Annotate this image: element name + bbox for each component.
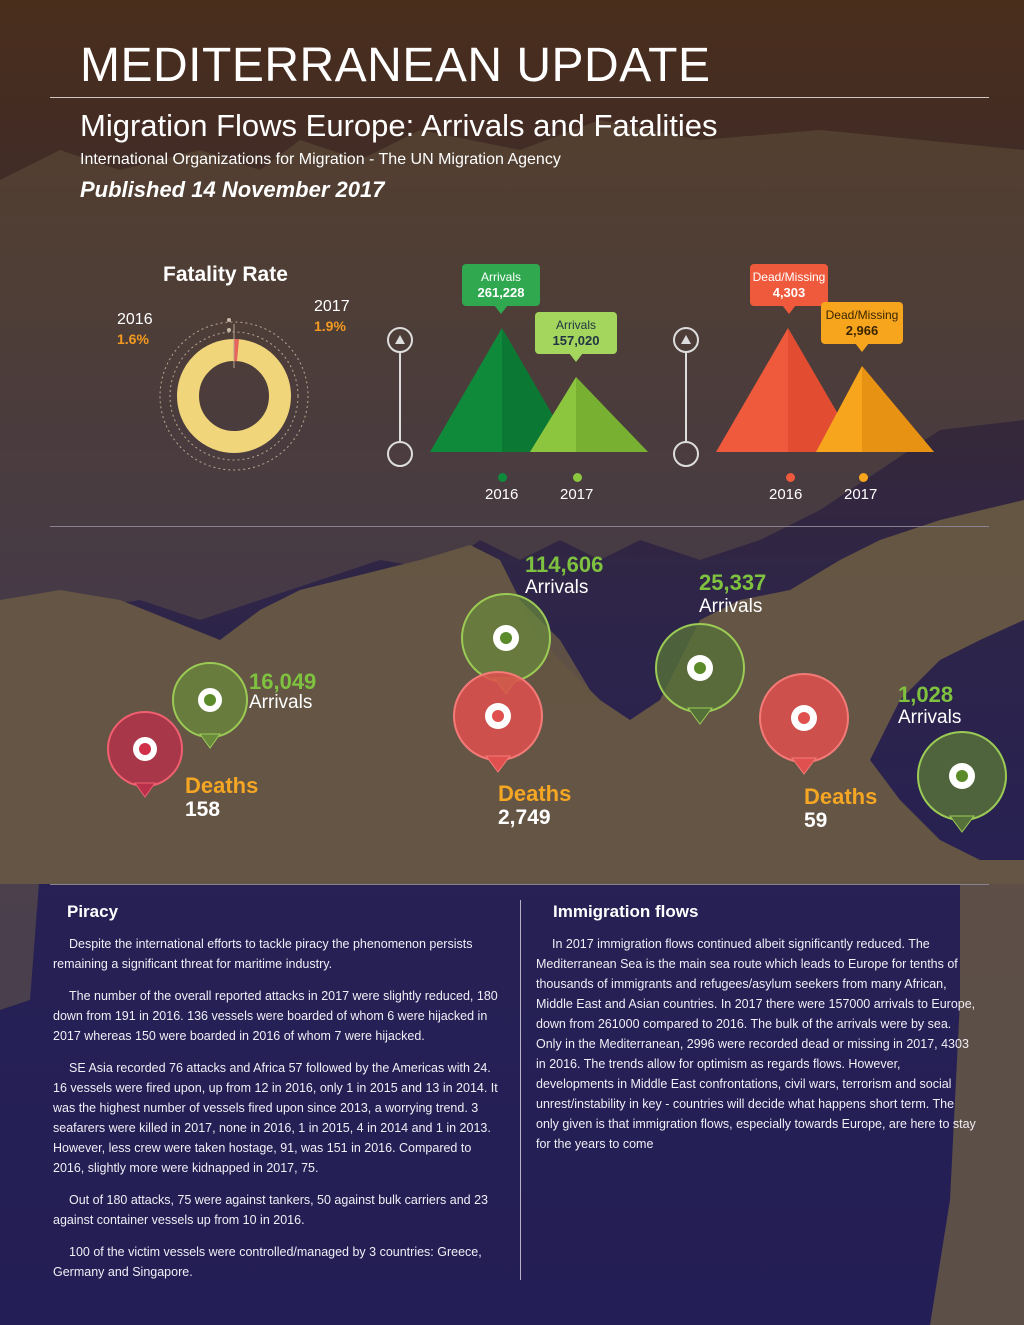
central-deaths-label: Deaths <box>498 781 572 806</box>
east-arrivals-label: Arrivals <box>898 707 962 728</box>
central-deaths-value: 2,749 <box>498 806 551 829</box>
east-arrivals-pin[interactable] <box>918 732 1006 832</box>
piracy-title: Piracy <box>67 902 119 921</box>
west-arrivals-value: 16,049 <box>249 669 317 694</box>
slider-bottom-handle[interactable] <box>388 442 412 466</box>
greece-arrivals-value: 25,337 <box>699 570 767 595</box>
fatality-rate-title: Fatality Rate <box>163 263 288 286</box>
marker-dot <box>227 328 231 332</box>
west-deaths-value: 158 <box>185 798 221 821</box>
arrivals-2016-bubble <box>462 264 540 306</box>
fatality-year-2016: 2016 <box>117 311 153 328</box>
piracy-paragraph: 100 of the victim vessels were controlled/managed by 3 countries: Greece, Germany and Singapore. <box>53 1245 482 1279</box>
immigration-section <box>536 902 976 1166</box>
section-divider <box>50 884 989 885</box>
legend-dot-2016 <box>786 473 795 482</box>
central-arrivals-value: 114,606 <box>525 552 604 577</box>
bubble-value: 2,966 <box>845 323 879 338</box>
dead-slider[interactable] <box>666 320 716 470</box>
immigration-paragraph: In 2017 immigration flows continued albeit significantly reduced. The Mediterranean Sea is the main sea route which leads to Europe for tenths of thousands of immigrants and refugees/asylum seekers from many African, Middle East and Asian countries. In 2017 there were 157000 arrivals to Europe, down from 261000 compared to 2016. The bulk of the arrivals were by sea. Only in the Mediterranean, 2996 were recorded dead or missing in 2017, 4303 in 2016. The trends allow for optimism as regards flows. However, developments in Middle East confrontations, civil wars, terrorism and social unrest/instability in key - countries will decide what happens short term. The only given is that immigration flows, especially towards Europe, are here to stay for the years to come <box>536 937 976 1151</box>
fatality-donut-chart <box>157 308 317 478</box>
dead-2016-bubble <box>750 264 828 306</box>
slider-bottom-handle[interactable] <box>674 442 698 466</box>
bubble-value: 4,303 <box>772 285 806 300</box>
west-deaths-pin[interactable] <box>108 712 182 797</box>
west-arrivals-label: Arrivals <box>249 692 313 713</box>
up-arrow-icon <box>395 335 405 344</box>
east-arrivals-value: 1,028 <box>898 682 954 707</box>
legend-dot-2017 <box>859 473 868 482</box>
arrivals-peak-2017-shade <box>576 377 648 452</box>
bubble-label: Arrivals <box>480 270 521 284</box>
page-subtitle: Migration Flows Europe: Arrivals and Fatalities <box>80 108 718 143</box>
greece-deaths-label: Deaths <box>804 784 878 809</box>
piracy-paragraph: SE Asia recorded 76 attacks and Africa 57 followed by the Americas with 24. 16 vessels were fired upon, up from 12 in 2016, only 1 in 2015 and 13 in 2014. It was the highest number of vessels fired upon since 2013, a worrying trend. 3 seafarers were killed in 2017, none in 2016, 1 in 2015, 4 in 2014 and 1 in 2013. However, less crew were taken hostage, 91, was 151 in 2016. Compared to 2016, slightly more were kidnapped in 2017, 75. <box>53 1061 498 1175</box>
marker-dot <box>227 318 231 322</box>
fatality-year-2017: 2017 <box>314 298 350 315</box>
arrivals-2017-bubble <box>535 312 617 354</box>
up-arrow-icon <box>681 335 691 344</box>
legend-dot-2017 <box>573 473 582 482</box>
greece-deaths-pin[interactable] <box>760 674 848 774</box>
page-title: MEDITERRANEAN UPDATE <box>80 39 711 92</box>
legend-dot-2016 <box>498 473 507 482</box>
arrivals-slider[interactable] <box>380 320 430 470</box>
greece-deaths-value: 59 <box>804 809 828 832</box>
bubble-value: 261,228 <box>477 285 525 300</box>
organization-name: International Organizations for Migration - The UN Migration Agency <box>80 151 561 168</box>
piracy-section <box>53 902 505 1294</box>
arrivals-year-2016: 2016 <box>485 486 519 503</box>
greece-arrivals-label: Arrivals <box>699 596 763 617</box>
fatality-rate-2016: 1.6% <box>117 331 149 347</box>
bubble-label: Arrivals <box>555 318 596 332</box>
arrivals-year-2017: 2017 <box>560 486 594 503</box>
section-divider <box>50 526 989 527</box>
immigration-title: Immigration flows <box>553 902 699 921</box>
piracy-paragraph: Out of 180 attacks, 75 were against tankers, 50 against bulk carriers and 23 against container vessels up from 10 in 2016. <box>53 1193 488 1227</box>
bubble-label: Dead/Missing <box>752 270 826 284</box>
piracy-paragraph: The number of the overall reported attacks in 2017 were slightly reduced, 180 down from 191 in 2016. 136 vessels were boarded of whom 6 were hijacked in 2017 whereas 150 were boarded in 2016 of whom 7 were hijacked. <box>53 989 498 1043</box>
dead-2017-bubble <box>821 302 903 344</box>
fatality-rate-2017: 1.9% <box>314 318 346 334</box>
bubble-value: 157,020 <box>552 333 600 348</box>
title-divider <box>50 97 989 98</box>
greece-arrivals-pin[interactable] <box>656 624 744 724</box>
dead-year-2017: 2017 <box>844 486 878 503</box>
west-arrivals-pin[interactable] <box>173 663 247 748</box>
west-deaths-label: Deaths <box>185 773 259 798</box>
central-deaths-pin[interactable] <box>454 672 542 772</box>
dead-year-2016: 2016 <box>769 486 803 503</box>
column-divider <box>520 900 521 1280</box>
dead-peak-2017-shade <box>862 366 934 452</box>
published-date: Published 14 November 2017 <box>80 177 385 202</box>
central-arrivals-label: Arrivals <box>525 577 589 598</box>
piracy-paragraph: Despite the international efforts to tackle piracy the phenomenon persists remaining a significant threat for maritime industry. <box>53 937 473 971</box>
bubble-label: Dead/Missing <box>825 308 899 322</box>
